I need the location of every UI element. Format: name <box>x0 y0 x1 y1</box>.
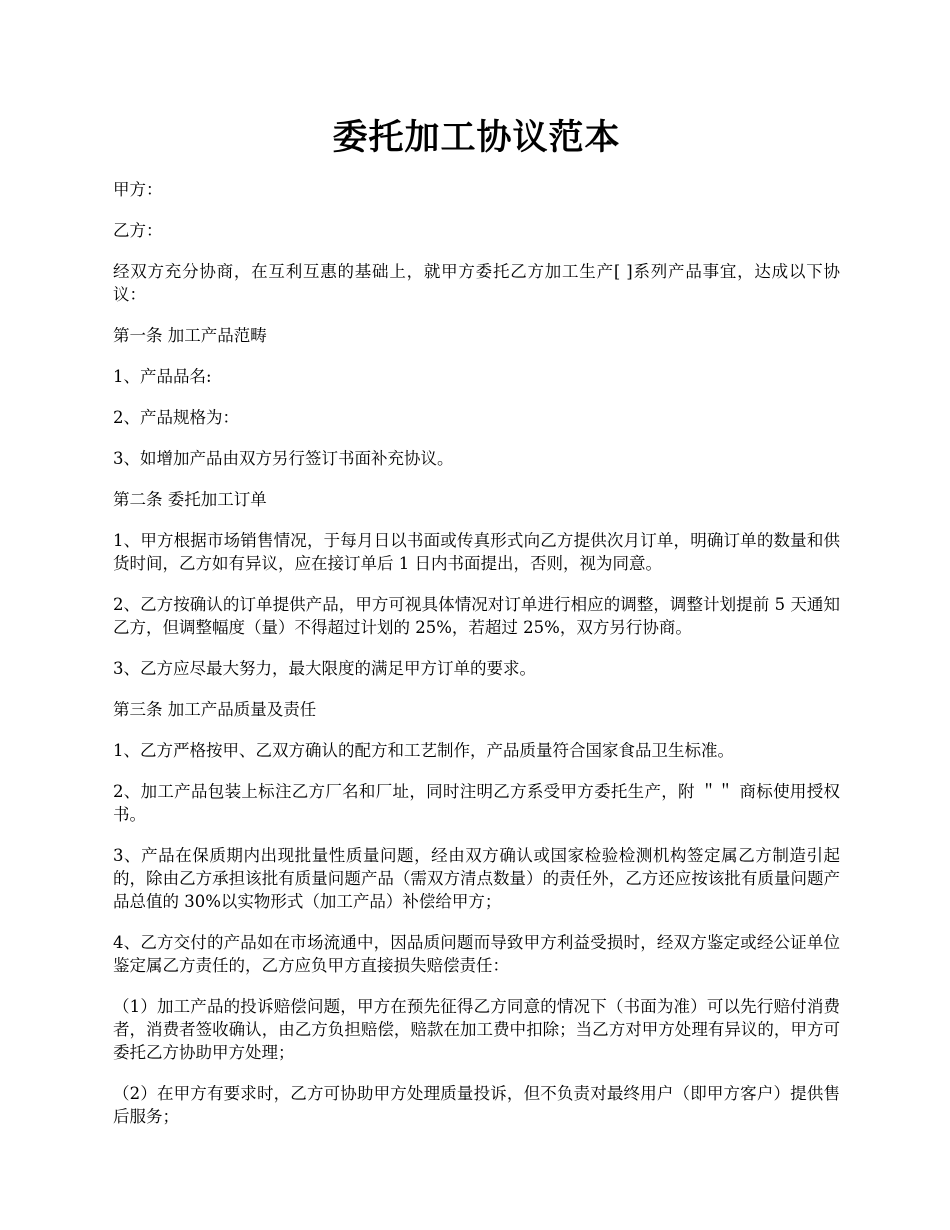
article-1-item-3: 3、如增加产品由双方另行签订书面补充协议。 <box>113 449 454 468</box>
document-title: 委托加工协议范本 <box>332 117 621 158</box>
article-2-item-2: 2、乙方按确认的订单提供产品，甲方可视具体情况对订单进行相应的调整，调整计划提前 5 天通知乙方，但调整幅度（量）不得超过计划的 25%，若超过 25%，双方另行协商。 <box>113 595 840 637</box>
document-page <box>113 112 840 1146</box>
article-1-item-2: 2、产品规格为： <box>113 408 239 427</box>
article-3-item-4-sub-2: （2）在甲方有要求时，乙方可协助甲方处理质量投诉，但不负责对最终用户（即甲方客户）提供售后服务； <box>113 1084 840 1126</box>
article-2-heading: 第二条 委托加工订单 <box>113 490 267 509</box>
article-3-item-4: 4、乙方交付的产品如在市场流通中，因品质问题而导致甲方利益受损时，经双方鉴定或经公证单位鉴定属乙方责任的，乙方应负甲方直接损失赔偿责任： <box>113 933 840 975</box>
preamble-paragraph: 经双方充分协商，在互利互惠的基础上，就甲方委托乙方加工生产[ ]系列产品事宜，达成以下协议： <box>113 262 840 304</box>
party-a-line: 甲方： <box>113 180 163 199</box>
article-3-heading: 第三条 加工产品质量及责任 <box>113 700 317 719</box>
article-3-item-3: 3、产品在保质期内出现批量性质量问题，经由双方确认或国家检验检测机构签定属乙方制造引起的，除由乙方承担该批有质量问题产品（需双方清点数量）的责任外，乙方还应按该批有质量问题产品总值的 30%以实物形式（加工产品）补偿给甲方； <box>113 846 840 911</box>
article-2-item-1: 1、甲方根据市场销售情况，于每月日以书面或传真形式向乙方提供次月订单，明确订单的数量和供货时间，乙方如有异议，应在接订单后 1 日内书面提出，否则，视为同意。 <box>113 531 840 573</box>
party-b-line: 乙方： <box>113 221 163 240</box>
article-3-item-4-sub-1: （1）加工产品的投诉赔偿问题，甲方在预先征得乙方同意的情况下（书面为准）可以先行赔付消费者，消费者签收确认，由乙方负担赔偿，赔款在加工费中扣除；当乙方对甲方处理有异议的，甲方可委托乙方协助甲方处理； <box>113 997 840 1062</box>
article-3-item-2: 2、加工产品包装上标注乙方厂名和厂址，同时注明乙方系受甲方委托生产，附 ＂＂ 商标使用授权书。 <box>113 782 840 824</box>
article-1-heading: 第一条 加工产品范畴 <box>113 326 267 345</box>
article-3-item-1: 1、乙方严格按甲、乙双方确认的配方和工艺制作，产品质量符合国家食品卫生标准。 <box>113 741 734 760</box>
article-2-item-3: 3、乙方应尽最大努力，最大限度的满足甲方订单的要求。 <box>113 659 536 678</box>
article-1-item-1: 1、产品品名: <box>113 367 212 386</box>
